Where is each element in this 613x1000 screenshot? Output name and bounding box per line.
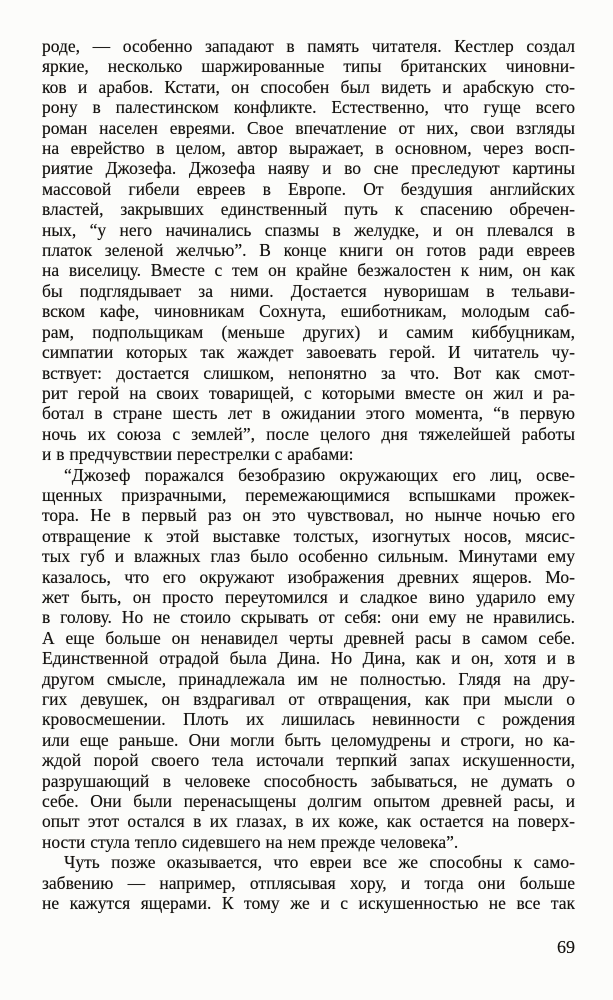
- text-line: щенных призрачными, перемежающимися вспышками прожек-: [42, 484, 575, 505]
- text-line: и в предчувствии перестрелки с арабами:: [42, 444, 354, 465]
- paragraph: [42, 36, 575, 465]
- page-number: 69: [557, 937, 575, 957]
- text-line: “Джозеф поражался безобразию окружающих его лиц, осве-: [64, 464, 575, 485]
- text-line: опыт этот остался в их глазах, в их коже, как остается на поверх-: [42, 811, 575, 832]
- text-line: массовой гибели евреев в Европе. От бездушия английских: [42, 178, 575, 199]
- paragraph: [42, 852, 575, 913]
- text-line: ков и арабов. Кстати, он способен был видеть и арабскую сто-: [42, 76, 575, 97]
- text-line: вствует: достается слишком, непонятно за что. Вот как смот-: [42, 362, 575, 383]
- text-line: бы подглядывает за ними. Достается нуворишам в тельави-: [42, 280, 575, 301]
- text-line: Чуть позже оказывается, что евреи все же способны к само-: [64, 852, 575, 873]
- text-line: Единственной отрадой была Дина. Но Дина, как и он, хотя и в: [42, 648, 575, 669]
- text-line: забвению — например, отплясывая хору, и тогда они больше: [42, 872, 575, 893]
- paragraph: [42, 465, 575, 853]
- text-line: А еще больше он ненавидел черты древней расы в самом себе.: [42, 627, 575, 648]
- text-line: казалось, что его окружают изображения древних ящеров. Мо-: [42, 566, 575, 587]
- text-line: ждой порой своего тела источали терпкий запах искушенности,: [42, 750, 575, 771]
- text-line: разрушающий в человеке способность забываться, не думать о: [42, 770, 575, 791]
- text-line: тых губ и влажных глаз было особенно сильным. Минутами ему: [42, 546, 575, 567]
- text-line: себе. Они были перенасыщены долгим опытом древней расы, и: [42, 791, 575, 812]
- text-line: роде, — особенно западают в память читателя. Кестлер создал: [42, 36, 575, 56]
- text-line: тора. Не в первый раз он это чувствовал, но нынче ночью его: [42, 505, 575, 526]
- text-line: рит герой на своих товарищей, с которыми вместе он жил и ра-: [42, 382, 575, 403]
- text-line: риятие Джозефа. Джозефа наяву и во сне преследуют картины: [42, 158, 575, 179]
- text-line: вском кафе, чиновникам Сохнута, ешиботникам, молодым саб-: [42, 301, 575, 322]
- text-line: рам, подпольщикам (меньше других) и самим киббуцникам,: [42, 321, 575, 342]
- text-line: или еще раньше. Они могли быть целомудрены и строги, но ка-: [42, 729, 575, 750]
- text-line: отвращение к этой выставке толстых, изогнутых носов, мясис-: [42, 525, 575, 546]
- text-line: яркие, несколько шаржированные типы британских чиновни-: [42, 56, 575, 77]
- text-line: ных, “у него начинались спазмы в желудке, и он плевался в: [42, 219, 575, 240]
- page-text: [42, 36, 575, 913]
- text-line: рону в палестинском конфликте. Естественно, что гуще всего: [42, 97, 575, 118]
- text-line: роман населен евреями. Свое впечатление от них, свои взгляды: [42, 117, 575, 138]
- text-line: на еврейство в целом, автор выражает, в основном, через восп-: [42, 138, 575, 159]
- text-line: ности стула тепло сидевшего на нем прежде человека”.: [42, 831, 459, 852]
- text-line: другом смысле, принадлежала им не полностью. Глядя на дру-: [42, 668, 575, 689]
- text-line: жет быть, он просто переутомился и сладкое вино ударило ему: [42, 586, 575, 607]
- text-line: кровосмешении. Плоть их лишилась невинности с рождения: [42, 709, 575, 730]
- text-line: на виселицу. Вместе с тем он крайне безжалостен к ним, он как: [42, 260, 575, 281]
- text-line: ночь их союза с землей”, после целого дня тяжелейшей работы: [42, 423, 575, 444]
- text-line: в голову. Но не стоило скрывать от себя: они ему не нравились.: [42, 607, 575, 628]
- text-line: платок зеленой желчью”. В конце книги он готов ради евреев: [42, 240, 575, 261]
- text-line: симпатии которых так жаждет завоевать герой. И читатель чу-: [42, 342, 575, 363]
- text-line: властей, закрывших единственный путь к спасению обречен-: [42, 199, 575, 220]
- text-line: не кажутся ящерами. К тому же и с искушенностью не все так: [42, 893, 575, 914]
- text-line: гих девушек, он вздрагивал от отвращения, как при мысли о: [42, 689, 575, 709]
- text-line: ботал в стране шесть лет в ожидании этого момента, “в первую: [42, 403, 575, 424]
